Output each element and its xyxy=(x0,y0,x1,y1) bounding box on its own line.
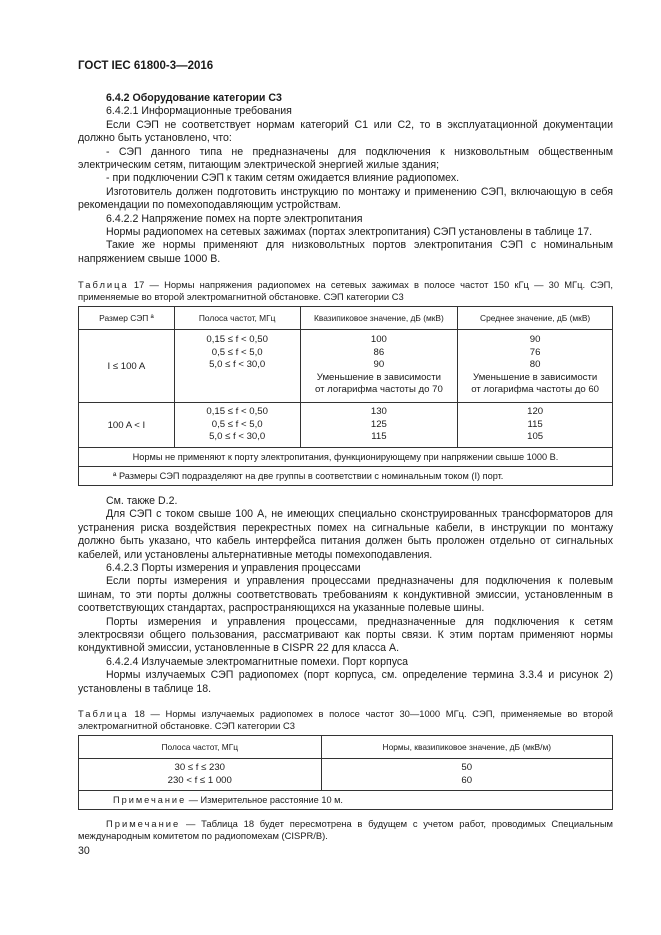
paragraph: Нормы радиопомех на сетевых зажимах (портах электропитания) СЭП установлены в таблице 17. xyxy=(106,226,593,239)
paragraph: Изготовитель должен подготовить инструкцию по монтажу и применению СЭП, включающую в себя рекомендации по помехоподавляющим устройствам. xyxy=(78,185,613,212)
table-18-limit-cell xyxy=(321,759,612,791)
cell-text: 60 xyxy=(461,774,473,786)
cell-text: 76 xyxy=(529,346,541,358)
paragraph: См. также D.2. xyxy=(106,495,178,507)
cell-text: I ≤ 100 A xyxy=(107,360,146,372)
cell-text: 125 xyxy=(370,418,387,430)
cell-text: 115 xyxy=(527,418,543,430)
general-note xyxy=(78,818,613,842)
table-row xyxy=(79,403,613,448)
table-18-note-text: — Измерительное расстояние 10 м. xyxy=(186,795,343,806)
heading-6-4-2-1: 6.4.2.1 Информационные требования xyxy=(106,105,292,118)
cell-text: 0,5 ≤ f < 5,0 xyxy=(211,346,263,358)
table-17-header-qp: Квазипиковое значение, дБ (мкВ) xyxy=(300,307,458,330)
table-17-qp-cell xyxy=(300,403,458,448)
table-18-header-limit: Нормы, квазипиковое значение, дБ (мкВ/м) xyxy=(321,736,612,759)
cell-text: 80 xyxy=(529,359,541,371)
table-17-qp-cell xyxy=(300,330,458,403)
heading-6-4-2-3: 6.4.2.3 Порты измерения и управления процессами xyxy=(106,562,361,575)
table-17-band-cell xyxy=(174,403,300,448)
document-header: ГОСТ IEC 61800-3—2016 xyxy=(78,60,214,72)
cell-text: 120 xyxy=(527,406,544,418)
cell-text: 0,5 ≤ f < 5,0 xyxy=(211,418,263,430)
table-17-header-avg: Среднее значение, дБ (мкВ) xyxy=(458,307,613,330)
table-17-header-band: Полоса частот, МГц xyxy=(174,307,300,330)
table-17-band-cell xyxy=(174,330,300,403)
table-17-header-row xyxy=(79,307,613,330)
table-18-caption xyxy=(78,708,613,732)
table-18-caption-text: 18 — Нормы излучаемых радиопомех в полосе частот 30—1000 МГц. СЭП, применяемые во второй электромагнитной обстановке. СЭП категории С3 xyxy=(78,708,613,731)
table-17-size-cell xyxy=(79,330,175,403)
heading-6-4-2-2: 6.4.2.2 Напряжение помех на порте электропитания xyxy=(106,212,363,225)
general-note-text: — Таблица 18 будет пересмотрена в будущем с учетом работ, проводимых Специальным международным комитетом по радиопомехам (CISPR/B). xyxy=(78,818,613,841)
heading-6-4-2: 6.4.2 Оборудование категории С3 xyxy=(106,92,282,104)
table-row xyxy=(79,759,613,791)
cell-text: 115 xyxy=(371,431,387,443)
list-item: - СЭП данного типа не предназначены для подключения к низковольтным общественным электрическим сетям, питающим электрической энергией жилые здания; xyxy=(78,145,613,172)
table-18-note-label: Примечание xyxy=(113,795,187,806)
section-after-table-17 xyxy=(78,495,613,696)
cell-text: 86 xyxy=(373,346,385,358)
general-note-label: Примечание xyxy=(106,818,181,829)
heading-6-4-2-4: 6.4.2.4 Излучаемые электромагнитные помехи. Порт корпуса xyxy=(106,655,409,668)
paragraph: Если порты измерения и управления процессами предназначены для подключения к полевым шинам, то эти порты должны соответствовать требованиям к кондуктивной эмиссии, установленным в соответствующих стандартах, распространяющихся на указанные полевые шины. xyxy=(78,575,613,615)
cell-text: 100 A < I xyxy=(107,419,146,431)
table-17-avg-cell xyxy=(458,330,613,403)
section-6-4-2 xyxy=(78,92,613,266)
cell-text: 5,0 ≤ f < 30,0 xyxy=(209,359,266,371)
paragraph: Если СЭП не соответствует нормам категорий С1 или С2, то в эксплуатационной документации должно быть установлено, что: xyxy=(78,118,613,145)
cell-text: 5,0 ≤ f < 30,0 xyxy=(209,431,266,443)
table-18-header-band: Полоса частот, МГц xyxy=(79,736,322,759)
paragraph: Порты измерения и управления процессами, предназначенные для подключения к сетям электросвязи общего пользования, рассматривают как порты связи. К этим портам применяют нормы кондуктивной эмиссии, установленные в CISPR 22 для класса А. xyxy=(78,615,613,655)
cell-text: 30 ≤ f ≤ 230 xyxy=(174,762,226,773)
table-18-caption-label: Таблица xyxy=(78,708,129,719)
table-17-footnote-row xyxy=(79,467,613,486)
cell-text: от логарифма частоты до 60 xyxy=(471,384,600,396)
cell-text: 90 xyxy=(373,359,385,371)
table-17-note-row xyxy=(79,448,613,467)
cell-text: Уменьшение в зависимости xyxy=(316,371,441,383)
table-18 xyxy=(78,735,613,810)
cell-text: 130 xyxy=(370,406,387,418)
cell-text: 50 xyxy=(461,762,473,773)
table-17-header-size: Размер СЭП ª xyxy=(79,307,175,330)
table-17-caption xyxy=(78,279,613,303)
paragraph: Нормы излучаемых СЭП радиопомех (порт корпуса, см. определение термина 3.3.4 и рисунок 2) установлены в таблице 18. xyxy=(78,669,613,695)
page-number: 30 xyxy=(78,845,90,857)
cell-text: 0,15 ≤ f < 0,50 xyxy=(206,334,268,345)
table-18-note xyxy=(79,791,613,810)
cell-text: от логарифма частоты до 70 xyxy=(314,384,443,396)
paragraph: Для СЭП с током свыше 100 А, не имеющих специально сконструированных трансформаторов для устранения риска воздействия перекрестных помех на сигнальные кабели, в инструкции по монтажу должно быть указано, что кабель интерфейса питания должен быть проложен отдельно от сигнальных кабелей, или установлены альтернативные методы помехоподавления. xyxy=(78,508,613,561)
cell-text: 90 xyxy=(529,334,541,345)
table-17 xyxy=(78,306,613,486)
table-17-avg-cell xyxy=(458,403,613,448)
table-17-note-power: Нормы не применяют к порту электропитания, функционирующему при напряжении свыше 1000 В. xyxy=(79,448,613,467)
cell-text: 105 xyxy=(527,431,544,443)
table-18-note-row xyxy=(79,791,613,810)
table-18-header-row xyxy=(79,736,613,759)
table-17-footnote: ª Размеры СЭП подразделяют на две группы в соответствии с номинальным током (I) порт. xyxy=(79,467,613,486)
table-row xyxy=(79,330,613,403)
paragraph: Такие же нормы применяют для низковольтных портов электропитания СЭП с номинальным напряжением свыше 1000 В. xyxy=(78,239,613,265)
table-18-band-cell xyxy=(79,759,322,791)
table-17-size-cell xyxy=(79,403,175,448)
cell-text: 100 xyxy=(370,334,387,345)
table-17-caption-label: Таблица xyxy=(78,279,129,290)
cell-text: Уменьшение в зависимости xyxy=(473,371,598,383)
cell-text: 0,15 ≤ f < 0,50 xyxy=(206,406,268,418)
cell-text: 230 < f ≤ 1 000 xyxy=(167,774,232,786)
list-item: - при подключении СЭП к таким сетям ожидается влияние радиопомех. xyxy=(106,172,460,185)
table-17-caption-text: 17 — Нормы напряжения радиопомех на сетевых зажимах в полосе частот 150 кГц — 30 МГц. СЭП, применяемые во второй электромагнитной обстановке. СЭП категории С3 xyxy=(78,279,613,302)
